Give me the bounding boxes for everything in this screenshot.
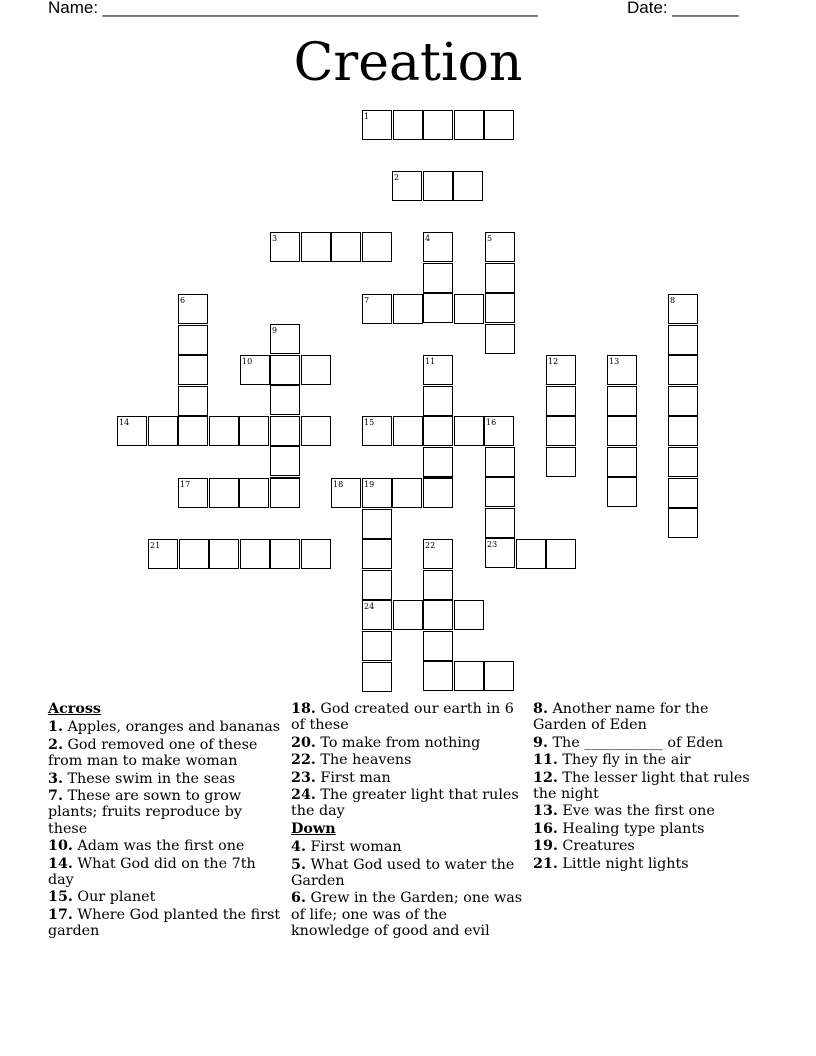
clue-number: 13 [609, 357, 620, 366]
grid-cell[interactable] [178, 386, 208, 416]
grid-cell[interactable] [240, 355, 270, 385]
down-clue: 21. Little night lights [533, 855, 689, 872]
grid-cell[interactable] [607, 386, 637, 416]
grid-cell[interactable] [453, 171, 483, 201]
grid-cell[interactable] [393, 416, 423, 446]
down-clue: 12. The lesser light that rules the night [533, 769, 750, 803]
across-clue: 15. Our planet [48, 889, 156, 906]
clue-number: 9 [272, 326, 278, 335]
grid-cell[interactable] [209, 416, 239, 446]
grid-cell[interactable] [240, 539, 270, 569]
grid-cell[interactable] [423, 570, 453, 600]
clue-number: 10 [242, 357, 253, 366]
grid-cell[interactable] [454, 294, 484, 324]
clue-number: 22 [425, 541, 436, 550]
grid-cell[interactable] [423, 447, 453, 477]
puzzle-title: Creation [293, 33, 523, 93]
down-clue: 4. First woman [291, 839, 402, 856]
grid-cell[interactable] [668, 447, 698, 477]
across-clue: 1. Apples, oranges and bananas [48, 719, 281, 736]
clue-number: 16 [486, 418, 497, 427]
clue-number: 11 [425, 357, 436, 366]
across-heading: Across [48, 701, 101, 717]
grid-cell[interactable] [362, 110, 392, 140]
clue-number: 6 [180, 296, 186, 305]
grid-cell[interactable] [178, 355, 208, 385]
clue-number: 24 [364, 602, 375, 611]
grid-cell[interactable] [454, 110, 484, 140]
clue-number: 17 [180, 480, 191, 489]
grid-cell[interactable] [485, 538, 515, 568]
grid-cell[interactable] [485, 447, 515, 477]
clue-number: 7 [364, 296, 370, 305]
grid-cell[interactable] [393, 294, 423, 324]
grid-cell[interactable] [423, 355, 453, 385]
grid-cell[interactable] [270, 416, 300, 446]
grid-cell[interactable] [209, 539, 239, 569]
grid-cell[interactable] [546, 447, 576, 477]
grid-cell[interactable] [331, 232, 361, 262]
grid-cell[interactable] [270, 355, 300, 385]
grid-cell[interactable] [423, 263, 453, 293]
grid-cell[interactable] [423, 661, 453, 691]
grid-cell[interactable] [362, 539, 392, 569]
across-clue: 20. To make from nothing [291, 734, 481, 751]
grid-cell[interactable] [362, 662, 392, 692]
grid-cell[interactable] [423, 478, 453, 508]
grid-cell[interactable] [668, 478, 698, 508]
grid-cell[interactable] [423, 232, 453, 262]
clue-number: 21 [150, 541, 161, 550]
grid-cell[interactable] [392, 171, 422, 201]
down-clue: 9. The ___________ of Eden [533, 734, 724, 751]
grid-cell[interactable] [362, 600, 392, 630]
across-clue: 24. The greater light that rules the day [291, 787, 519, 820]
grid-cell[interactable] [668, 355, 698, 385]
grid-cell[interactable] [423, 539, 453, 569]
grid-cell[interactable] [454, 661, 484, 691]
grid-cell[interactable] [301, 232, 331, 262]
grid-cell[interactable] [178, 416, 208, 446]
clue-column-2 [291, 701, 523, 941]
down-clue: 13. Eve was the first one [533, 803, 715, 820]
grid-cell[interactable] [270, 385, 300, 415]
clue-number: 14 [119, 418, 130, 427]
down-clue: 16. Healing type plants [533, 820, 705, 837]
grid-cell[interactable] [362, 294, 392, 324]
grid-cell[interactable] [362, 631, 392, 661]
grid-cell[interactable] [362, 509, 392, 539]
grid-cell[interactable] [270, 324, 300, 354]
grid-cell[interactable] [484, 110, 514, 140]
grid-cell[interactable] [178, 478, 208, 508]
grid-cell[interactable] [362, 570, 392, 600]
grid-cell[interactable] [607, 355, 637, 385]
across-clue: 7. These are sown to grow plants; fruits reproduce by these [48, 788, 242, 837]
across-clue: 14. What God did on the 7th day [48, 855, 256, 889]
grid-cell[interactable] [301, 355, 331, 385]
grid-cell[interactable] [423, 386, 453, 416]
down-clue: 6. Grew in the Garden; one was of life; one was of the knowledge of good and evil [291, 890, 523, 940]
clue-number: 19 [364, 480, 375, 489]
down-clue: 19. Creatures [533, 838, 635, 855]
clue-number: 23 [487, 540, 498, 549]
grid-cell[interactable] [179, 539, 209, 569]
clue-number: 4 [425, 234, 431, 243]
grid-cell[interactable] [485, 324, 515, 354]
grid-cell[interactable] [485, 477, 515, 507]
grid-cell[interactable] [423, 171, 453, 201]
grid-cell[interactable] [301, 539, 331, 569]
grid-cell[interactable] [178, 294, 208, 324]
down-clue: 5. What God used to water the Garden [291, 856, 515, 890]
grid-cell[interactable] [270, 446, 300, 476]
grid-cell[interactable] [239, 416, 269, 446]
grid-cell[interactable] [485, 232, 515, 262]
clue-number: 5 [487, 234, 493, 243]
across-clue: 17. Where God planted the first garden [48, 906, 281, 940]
name-line: Name: ______________________________________________ [48, 0, 538, 17]
clue-number: 8 [670, 296, 676, 305]
clue-number: 3 [272, 234, 278, 243]
grid-cell[interactable] [392, 478, 422, 508]
grid-cell[interactable] [331, 478, 361, 508]
grid-cell[interactable] [270, 478, 300, 508]
grid-cell[interactable] [546, 355, 576, 385]
grid-cell[interactable] [423, 600, 453, 630]
clue-number: 1 [364, 112, 370, 121]
grid-cell[interactable] [362, 478, 392, 508]
grid-cell[interactable] [270, 232, 300, 262]
grid-cell[interactable] [270, 539, 300, 569]
down-clue: 8. Another name for the Garden of Eden [533, 701, 709, 734]
date-line: Date: _______ [627, 0, 739, 17]
grid-cell[interactable] [607, 416, 637, 446]
across-clue: 23. First man [291, 769, 391, 786]
grid-cell[interactable] [423, 110, 453, 140]
across-clue: 2. God removed one of these from man to make woman [48, 736, 258, 770]
grid-cell[interactable] [423, 293, 453, 323]
grid-cell[interactable] [485, 293, 515, 323]
clue-number: 15 [364, 418, 375, 427]
clue-column-3 [533, 701, 765, 873]
grid-cell[interactable] [454, 416, 484, 446]
grid-cell[interactable] [148, 416, 178, 446]
grid-cell[interactable] [485, 508, 515, 538]
grid-cell[interactable] [484, 416, 514, 446]
clue-number: 2 [394, 173, 400, 182]
grid-cell[interactable] [423, 416, 453, 446]
clue-number: 18 [333, 480, 344, 489]
grid-cell[interactable] [423, 631, 453, 661]
grid-cell[interactable] [362, 416, 392, 446]
grid-cell[interactable] [209, 478, 239, 508]
down-clue: 11. They fly in the air [533, 752, 691, 769]
grid-cell[interactable] [546, 386, 576, 416]
grid-cell[interactable] [607, 447, 637, 477]
grid-cell[interactable] [239, 478, 269, 508]
clue-column-1 [48, 701, 284, 941]
grid-cell[interactable] [668, 416, 698, 446]
grid-cell[interactable] [393, 110, 423, 140]
across-clue: 3. These swim in the seas [48, 770, 236, 787]
grid-cell[interactable] [668, 386, 698, 416]
clue-number: 12 [548, 357, 559, 366]
grid-cell[interactable] [301, 416, 331, 446]
grid-cell[interactable] [485, 263, 515, 293]
across-clue: 10. Adam was the first one [48, 838, 245, 855]
grid-cell[interactable] [484, 661, 514, 691]
across-clue: 18. God created our earth in 6 of these [291, 701, 514, 734]
grid-cell[interactable] [393, 600, 423, 630]
grid-cell[interactable] [362, 232, 392, 262]
grid-cell[interactable] [668, 325, 698, 355]
grid-cell[interactable] [148, 539, 178, 569]
down-heading: Down [291, 820, 336, 837]
across-clue: 22. The heavens [291, 752, 412, 769]
grid-cell[interactable] [516, 539, 546, 569]
grid-cell[interactable] [546, 416, 576, 446]
grid-cell[interactable] [607, 477, 637, 507]
grid-cell[interactable] [178, 325, 208, 355]
grid-cell[interactable] [668, 294, 698, 324]
grid-cell[interactable] [546, 539, 576, 569]
grid-cell[interactable] [668, 508, 698, 538]
grid-cell[interactable] [454, 600, 484, 630]
grid-cell[interactable] [117, 416, 147, 446]
